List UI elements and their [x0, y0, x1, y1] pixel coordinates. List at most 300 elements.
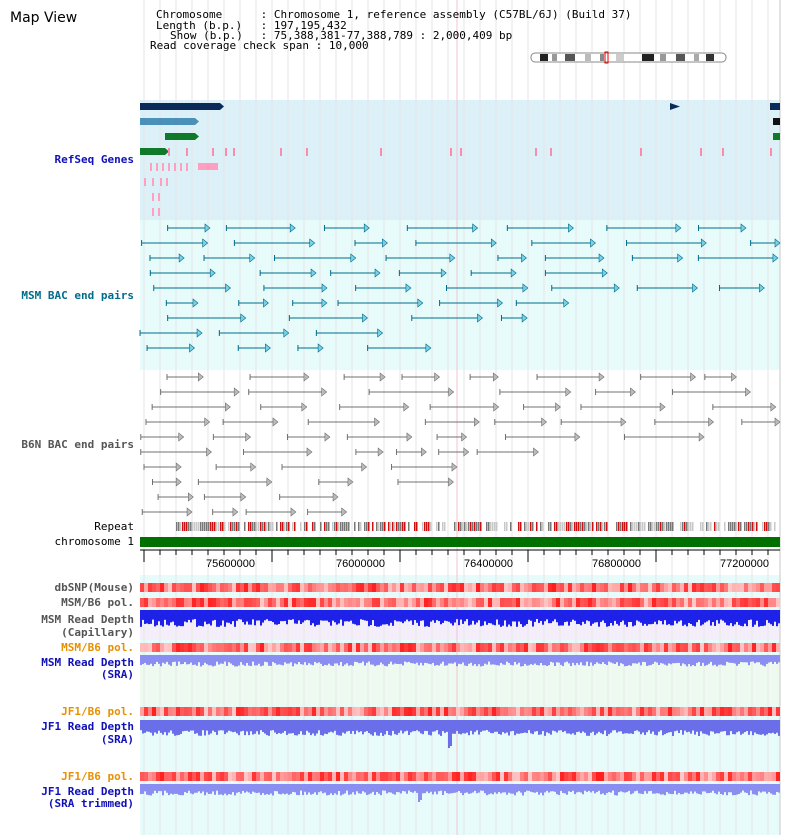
depth-bar: [504, 610, 506, 620]
depth-bar: [662, 610, 664, 624]
depth-bar: [218, 784, 220, 795]
repeat-element: [186, 522, 188, 531]
depth-bar: [658, 720, 660, 732]
heat-cell: [712, 583, 716, 592]
heat-cell: [364, 598, 368, 607]
depth-bar: [282, 720, 284, 733]
repeat-element: [368, 522, 370, 531]
depth-bar: [230, 655, 232, 664]
depth-bar: [178, 784, 180, 795]
depth-bar: [490, 655, 492, 665]
depth-bar: [270, 610, 272, 621]
depth-bar: [144, 610, 146, 624]
heat-cell: [252, 643, 256, 652]
depth-bar: [586, 784, 588, 792]
depth-bar: [644, 655, 646, 662]
depth-bar: [282, 784, 284, 794]
depth-bar: [396, 610, 398, 621]
depth-bar: [250, 720, 252, 731]
heat-cell: [320, 598, 324, 607]
heat-cell: [424, 598, 428, 607]
heat-cell: [428, 583, 432, 592]
heat-cell: [240, 772, 244, 781]
depth-bar: [720, 720, 722, 732]
depth-bar: [178, 720, 180, 735]
depth-bar: [416, 655, 418, 663]
depth-bar: [738, 784, 740, 794]
heat-cell: [476, 643, 480, 652]
depth-bar: [388, 655, 390, 664]
heat-cell: [756, 772, 760, 781]
depth-bar: [494, 784, 496, 792]
repeat-element: [212, 522, 214, 531]
depth-bar: [160, 655, 162, 666]
heat-cell: [620, 772, 624, 781]
depth-bar: [410, 784, 412, 792]
repeat-element: [654, 522, 656, 531]
heat-cell: [476, 583, 480, 592]
heat-cell: [500, 643, 504, 652]
depth-bar: [212, 655, 214, 666]
depth-bar: [706, 720, 708, 735]
depth-bar: [426, 655, 428, 663]
heat-cell: [376, 583, 380, 592]
repeat-element: [470, 522, 472, 531]
ideogram-band: [706, 54, 714, 61]
track-label-msm-b6-pol[interactable]: MSM/B6 pol.: [61, 596, 134, 609]
repeat-element: [364, 522, 366, 531]
depth-bar: [180, 720, 182, 734]
depth-bar: [144, 720, 146, 733]
info-row-coverage-span: Read coverage check span : 10,000: [150, 39, 369, 52]
depth-bar: [442, 720, 444, 731]
depth-bar: [274, 610, 276, 624]
repeat-element: [426, 522, 428, 531]
depth-bar: [612, 784, 614, 791]
heat-cell: [152, 583, 156, 592]
depth-bar: [400, 655, 402, 664]
depth-bar: [424, 784, 426, 793]
heat-cell: [300, 583, 304, 592]
depth-bar: [536, 720, 538, 731]
depth-bar: [654, 655, 656, 662]
depth-bar: [152, 655, 154, 666]
depth-bar: [726, 784, 728, 795]
depth-bar: [318, 610, 320, 625]
depth-bar: [714, 655, 716, 665]
heat-cell: [356, 772, 360, 781]
track-label-refseq-genes[interactable]: RefSeq Genes: [54, 153, 134, 166]
repeat-element: [286, 522, 288, 531]
depth-bar: [246, 610, 248, 622]
repeat-element: [738, 522, 740, 531]
depth-bar: [518, 720, 520, 734]
depth-bar: [478, 610, 480, 620]
depth-bar: [490, 784, 492, 793]
track-label-msm-depth-sra[interactable]: MSM Read Depth: [41, 656, 134, 669]
depth-bar: [584, 720, 586, 733]
heat-cell: [756, 707, 760, 716]
depth-bar: [362, 720, 364, 734]
depth-bar: [176, 610, 178, 627]
depth-bar: [224, 720, 226, 734]
heat-cell: [500, 772, 504, 781]
depth-bar: [632, 784, 634, 793]
heat-cell: [200, 583, 204, 592]
repeat-element: [348, 522, 350, 531]
repeat-element: [748, 522, 750, 531]
depth-bar: [774, 784, 776, 795]
repeat-element: [366, 522, 368, 531]
repeat-element: [584, 522, 586, 531]
ideogram-band: [660, 54, 666, 61]
depth-bar: [438, 720, 440, 734]
depth-bar: [550, 720, 552, 735]
depth-bar: [222, 610, 224, 620]
depth-bar: [590, 610, 592, 626]
depth-bar: [686, 655, 688, 666]
depth-bar: [542, 655, 544, 665]
depth-bar: [328, 784, 330, 795]
depth-bar: [408, 784, 410, 791]
depth-bar: [566, 720, 568, 733]
dbsnp-heatmap: [140, 583, 780, 592]
depth-bar: [656, 655, 658, 662]
depth-bar: [486, 610, 488, 625]
repeat-element: [604, 522, 606, 531]
depth-bar: [322, 610, 324, 621]
repeat-element: [382, 522, 384, 531]
depth-bar: [730, 655, 732, 663]
depth-bar: [262, 655, 264, 666]
repeat-element: [550, 522, 552, 531]
heat-cell: [556, 772, 560, 781]
heat-cell: [564, 643, 568, 652]
repeat-element: [638, 522, 640, 531]
depth-bar: [520, 610, 522, 624]
heat-cell: [140, 583, 144, 592]
depth-bar: [474, 720, 476, 732]
depth-bar: [480, 655, 482, 666]
depth-bar: [398, 784, 400, 792]
heat-cell: [768, 583, 772, 592]
depth-bar: [150, 655, 152, 664]
heat-cell: [736, 583, 740, 592]
heat-cell: [596, 583, 600, 592]
depth-bar: [348, 784, 350, 795]
heat-cell: [660, 583, 664, 592]
depth-bar: [538, 784, 540, 795]
heat-cell: [552, 707, 556, 716]
track-label-msm-bac[interactable]: MSM BAC end pairs: [21, 289, 134, 302]
depth-bar: [376, 610, 378, 627]
repeat-element: [598, 522, 600, 531]
heat-cell: [628, 643, 632, 652]
depth-bar: [524, 784, 526, 792]
heat-cell: [208, 643, 212, 652]
depth-bar: [610, 610, 612, 623]
refseq-gene-tick: [722, 148, 724, 156]
track-label-jf1-b6-pol-trimmed[interactable]: JF1/B6 pol.: [61, 770, 134, 783]
depth-bar: [242, 655, 244, 665]
depth-bar: [376, 784, 378, 792]
depth-bar: [654, 784, 656, 794]
depth-bar: [744, 610, 746, 624]
heat-cell: [440, 598, 444, 607]
heat-cell: [244, 598, 248, 607]
depth-bar: [414, 655, 416, 664]
repeat-element: [288, 522, 290, 531]
depth-bar: [382, 784, 384, 791]
heat-cell: [480, 643, 484, 652]
refseq-gene-tick: [306, 148, 308, 156]
depth-bar: [572, 610, 574, 620]
depth-bar: [546, 784, 548, 791]
heat-cell: [240, 707, 244, 716]
depth-bar: [458, 610, 460, 625]
depth-bar: [166, 720, 168, 735]
heat-cell: [160, 772, 164, 781]
heat-cell: [288, 772, 292, 781]
depth-bar: [178, 610, 180, 626]
depth-bar: [558, 610, 560, 626]
depth-bar: [736, 720, 738, 732]
heat-cell: [760, 707, 764, 716]
track-label-jf1-depth-trimmed[interactable]: JF1 Read Depth: [41, 785, 134, 798]
depth-bar: [394, 784, 396, 795]
heat-cell: [156, 707, 160, 716]
track-label-jf1-depth-sra[interactable]: JF1 Read Depth: [41, 720, 134, 733]
depth-bar: [366, 720, 368, 731]
heat-cell: [636, 772, 640, 781]
depth-bar: [352, 720, 354, 731]
depth-bar: [508, 610, 510, 625]
heat-cell: [640, 772, 644, 781]
heat-cell: [388, 772, 392, 781]
heat-cell: [708, 707, 712, 716]
depth-bar: [508, 720, 510, 735]
repeat-element: [208, 522, 210, 531]
depth-bar: [228, 610, 230, 623]
refseq-gene-tick: [186, 148, 188, 156]
heat-cell: [488, 772, 492, 781]
depth-bar: [612, 655, 614, 663]
repeat-element: [378, 522, 380, 531]
heat-cell: [740, 583, 744, 592]
heat-cell: [604, 598, 608, 607]
repeat-element: [570, 522, 572, 531]
depth-bar: [184, 655, 186, 662]
heat-cell: [644, 772, 648, 781]
heat-cell: [744, 772, 748, 781]
repeat-element: [462, 522, 464, 531]
depth-bar: [268, 784, 270, 795]
depth-bar: [250, 655, 252, 666]
depth-bar: [154, 720, 156, 732]
depth-bar: [660, 655, 662, 663]
heat-cell: [704, 583, 708, 592]
depth-bar: [558, 784, 560, 795]
heat-cell: [364, 707, 368, 716]
heat-cell: [328, 643, 332, 652]
heat-cell: [376, 643, 380, 652]
depth-bar: [576, 655, 578, 663]
depth-bar: [188, 784, 190, 791]
depth-bar: [144, 655, 146, 663]
repeat-element: [392, 522, 394, 531]
heat-cell: [396, 598, 400, 607]
heat-cell: [744, 643, 748, 652]
depth-bar: [218, 655, 220, 665]
repeat-element: [616, 522, 618, 531]
heat-cell: [608, 772, 612, 781]
depth-bar: [656, 610, 658, 624]
depth-bar: [402, 610, 404, 623]
depth-bar: [240, 610, 242, 620]
track-label-msm-b6-pol-sra[interactable]: MSM/B6 pol.: [61, 641, 134, 654]
heat-cell: [428, 643, 432, 652]
depth-bar: [630, 610, 632, 622]
depth-bar: [194, 655, 196, 665]
depth-bar: [340, 655, 342, 662]
heat-cell: [636, 583, 640, 592]
depth-bar: [244, 610, 246, 625]
heat-cell: [340, 583, 344, 592]
heat-cell: [340, 598, 344, 607]
heat-cell: [352, 643, 356, 652]
depth-bar: [190, 655, 192, 663]
depth-bar: [628, 610, 630, 622]
heat-cell: [152, 598, 156, 607]
depth-bar: [184, 610, 186, 622]
depth-bar: [296, 610, 298, 624]
track-label-dbsnp[interactable]: dbSNP(Mouse): [54, 581, 134, 594]
heat-cell: [676, 643, 680, 652]
heat-cell: [412, 707, 416, 716]
repeat-element: [210, 522, 212, 531]
depth-bar: [370, 784, 372, 793]
heat-cell: [364, 772, 368, 781]
heat-cell: [540, 707, 544, 716]
heat-cell: [308, 583, 312, 592]
depth-bar: [672, 610, 674, 625]
depth-bar: [672, 720, 674, 736]
depth-bar: [662, 784, 664, 794]
depth-bar: [688, 610, 690, 623]
depth-bar: [654, 720, 656, 735]
heat-cell: [612, 707, 616, 716]
depth-bar: [486, 784, 488, 795]
depth-bar: [294, 784, 296, 792]
heat-cell: [264, 707, 268, 716]
heat-cell: [656, 598, 660, 607]
heat-cell: [716, 598, 720, 607]
depth-bar: [198, 720, 200, 736]
heat-cell: [280, 772, 284, 781]
heat-cell: [672, 707, 676, 716]
depth-bar: [266, 610, 268, 619]
depth-bar: [430, 655, 432, 664]
depth-bar: [170, 610, 172, 622]
repeat-element: [558, 522, 560, 531]
depth-bar: [188, 720, 190, 732]
repeat-element: [236, 522, 238, 531]
refseq-gene-tick: [158, 193, 160, 201]
depth-bar: [724, 655, 726, 666]
depth-bar: [380, 720, 382, 733]
heat-cell: [196, 583, 200, 592]
repeat-element: [648, 522, 650, 531]
heat-cell: [264, 598, 268, 607]
repeat-element: [422, 522, 424, 531]
depth-bar: [330, 720, 332, 732]
depth-bar: [744, 655, 746, 662]
depth-bar: [510, 784, 512, 794]
depth-bar: [192, 655, 194, 665]
depth-bar: [456, 655, 458, 666]
depth-bar: [204, 655, 206, 663]
depth-bar: [614, 784, 616, 795]
heat-cell: [488, 598, 492, 607]
repeat-element: [554, 522, 556, 531]
depth-bar: [272, 655, 274, 662]
depth-bar: [502, 655, 504, 665]
track-label-msm-depth-capillary[interactable]: MSM Read Depth: [41, 613, 134, 626]
repeat-element: [492, 522, 494, 531]
repeat-element: [284, 522, 286, 531]
heat-cell: [536, 583, 540, 592]
depth-bar: [516, 655, 518, 664]
depth-bar: [482, 655, 484, 666]
repeat-element: [224, 522, 226, 531]
depth-bar: [690, 784, 692, 791]
depth-bar: [168, 610, 170, 626]
depth-bar: [212, 784, 214, 791]
heat-cell: [404, 772, 408, 781]
heat-cell: [588, 643, 592, 652]
heat-cell: [736, 707, 740, 716]
heat-cell: [312, 643, 316, 652]
depth-bar: [648, 655, 650, 665]
heat-cell: [352, 598, 356, 607]
heat-cell: [324, 598, 328, 607]
depth-bar: [146, 610, 148, 623]
depth-bar: [360, 784, 362, 794]
depth-bar: [682, 655, 684, 663]
depth-bar: [148, 655, 150, 665]
heat-cell: [496, 707, 500, 716]
heat-cell: [372, 598, 376, 607]
depth-bar: [686, 610, 688, 626]
depth-bar: [240, 655, 242, 662]
depth-bar: [620, 784, 622, 791]
track-label-b6n-bac[interactable]: B6N BAC end pairs: [21, 438, 134, 451]
track-label-jf1-b6-pol[interactable]: JF1/B6 pol.: [61, 705, 134, 718]
heat-cell: [456, 643, 460, 652]
heat-cell: [440, 772, 444, 781]
depth-bar: [302, 610, 304, 622]
heat-cell: [656, 583, 660, 592]
heat-cell: [232, 707, 236, 716]
depth-bar: [660, 720, 662, 730]
heat-cell: [172, 772, 176, 781]
depth-bar: [326, 720, 328, 734]
depth-bar: [348, 610, 350, 622]
heat-cell: [380, 598, 384, 607]
depth-bar: [624, 610, 626, 625]
heat-cell: [144, 643, 148, 652]
depth-bar: [196, 720, 198, 733]
